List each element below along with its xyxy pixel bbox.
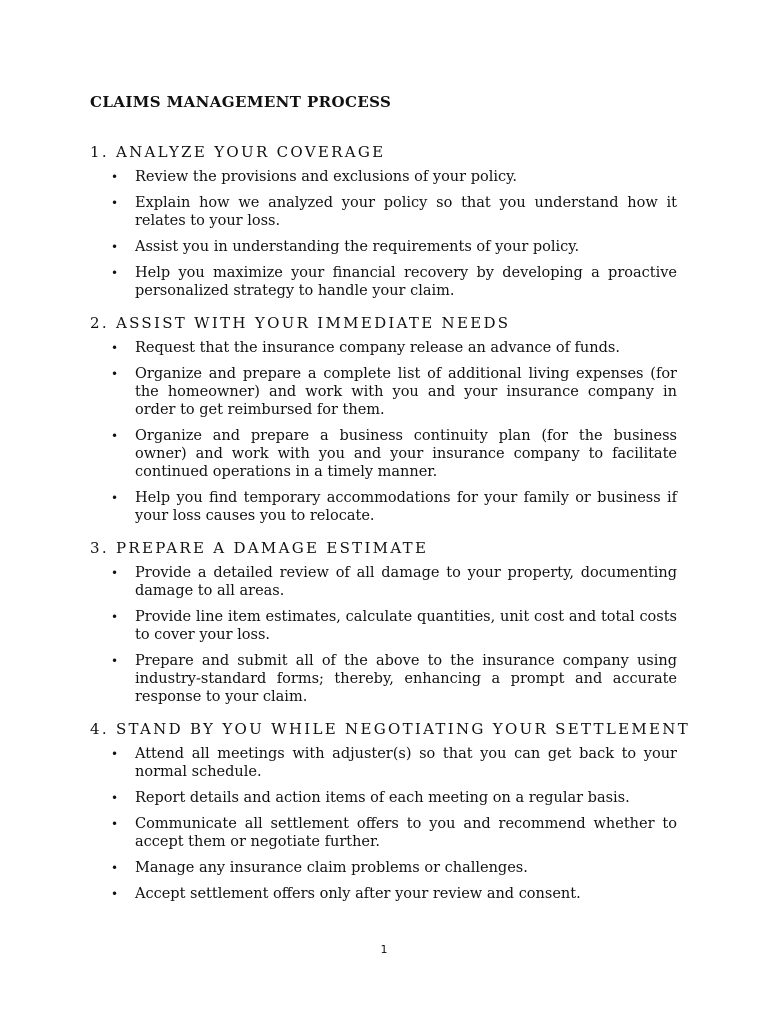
list-item-text: Organize and prepare a complete list of additional living expenses (for the homeowner) and work with you and your insurance company in order to get reimbursed for them. bbox=[135, 366, 677, 418]
list-item-text: Provide line item estimates, calculate quantities, unit cost and total costs to cover your loss. bbox=[135, 609, 677, 643]
bullet-icon: • bbox=[111, 491, 119, 505]
section-heading: 3. PREPARE A DAMAGE ESTIMATE bbox=[90, 539, 429, 557]
list-item bbox=[90, 264, 677, 300]
bullet-icon: • bbox=[111, 341, 119, 355]
list-item bbox=[90, 168, 677, 186]
list-item-text: Communicate all settlement offers to you and recommend whether to accept them or negotiate further. bbox=[135, 816, 677, 850]
list-item-text: Help you find temporary accommodations for your family or business if your loss causes you to relocate. bbox=[135, 490, 677, 524]
bullet-list bbox=[90, 168, 677, 300]
bullet-icon: • bbox=[111, 610, 119, 624]
section-negotiating-settlement bbox=[90, 720, 691, 903]
bullet-icon: • bbox=[111, 196, 119, 210]
list-item-text: Prepare and submit all of the above to the insurance company using industry-standard forms; thereby, enhancing a prompt and accurate response to your claim. bbox=[135, 653, 677, 705]
list-item bbox=[90, 489, 677, 525]
list-item bbox=[90, 815, 677, 851]
list-item-text: Attend all meetings with adjuster(s) so that you can get back to your normal schedule. bbox=[135, 746, 677, 780]
bullet-list bbox=[90, 745, 677, 903]
section-damage-estimate bbox=[90, 539, 677, 706]
list-item bbox=[90, 365, 677, 419]
list-item bbox=[90, 339, 677, 357]
list-item-text: Provide a detailed review of all damage to your property, documenting damage to all areas. bbox=[135, 565, 677, 599]
bullet-icon: • bbox=[111, 170, 119, 184]
bullet-icon: • bbox=[111, 367, 119, 381]
list-item-text: Assist you in understanding the requirements of your policy. bbox=[135, 239, 580, 255]
list-item bbox=[90, 789, 677, 807]
list-item bbox=[90, 194, 677, 230]
list-item-text: Explain how we analyzed your policy so that you understand how it relates to your loss. bbox=[135, 195, 677, 229]
list-item-text: Help you maximize your financial recovery by developing a proactive personalized strategy to handle your claim. bbox=[135, 265, 677, 299]
section-heading: 1. ANALYZE YOUR COVERAGE bbox=[90, 143, 386, 161]
bullet-icon: • bbox=[111, 861, 119, 875]
document-title: CLAIMS MANAGEMENT PROCESS bbox=[90, 93, 392, 111]
section-heading: 2. ASSIST WITH YOUR IMMEDIATE NEEDS bbox=[90, 314, 511, 332]
list-item bbox=[90, 238, 677, 256]
section-analyze-coverage bbox=[90, 143, 677, 300]
list-item-text: Organize and prepare a business continuity plan (for the business owner) and work with you and your insurance company to facilitate continued operations in a timely manner. bbox=[135, 428, 677, 480]
list-item-text: Manage any insurance claim problems or challenges. bbox=[135, 860, 528, 876]
bullet-icon: • bbox=[111, 266, 119, 280]
bullet-icon: • bbox=[111, 747, 119, 761]
bullet-icon: • bbox=[111, 817, 119, 831]
document-page bbox=[90, 93, 691, 917]
list-item bbox=[90, 885, 677, 903]
list-item bbox=[90, 564, 677, 600]
list-item-text: Review the provisions and exclusions of your policy. bbox=[135, 169, 517, 185]
list-item bbox=[90, 859, 677, 877]
list-item-text: Report details and action items of each meeting on a regular basis. bbox=[135, 790, 630, 806]
bullet-icon: • bbox=[111, 566, 119, 580]
list-item-text: Request that the insurance company release an advance of funds. bbox=[135, 340, 620, 356]
bullet-icon: • bbox=[111, 654, 119, 668]
bullet-list bbox=[90, 339, 677, 525]
bullet-icon: • bbox=[111, 429, 119, 443]
bullet-icon: • bbox=[111, 791, 119, 805]
section-heading: 4. STAND BY YOU WHILE NEGOTIATING YOUR SETTLEMENT bbox=[90, 720, 691, 738]
list-item bbox=[90, 427, 677, 481]
page-number: 1 bbox=[380, 943, 388, 956]
list-item bbox=[90, 652, 677, 706]
list-item bbox=[90, 608, 677, 644]
list-item bbox=[90, 745, 677, 781]
bullet-icon: • bbox=[111, 240, 119, 254]
list-item-text: Accept settlement offers only after your review and consent. bbox=[135, 886, 581, 902]
bullet-icon: • bbox=[111, 887, 119, 901]
bullet-list bbox=[90, 564, 677, 706]
section-immediate-needs bbox=[90, 314, 677, 525]
